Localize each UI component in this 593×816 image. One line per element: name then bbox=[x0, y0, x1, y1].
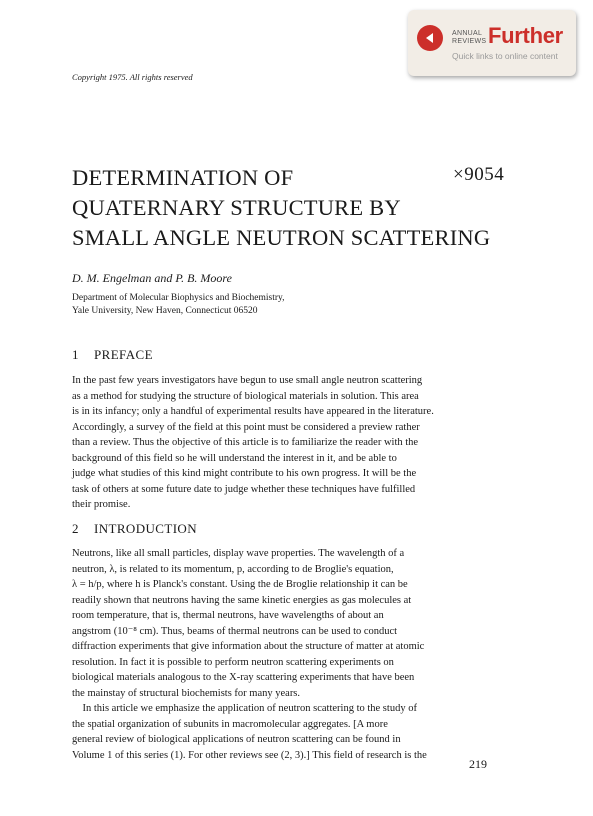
text-line: In the past few years investigators have begun to use small angle neutron scattering bbox=[72, 375, 423, 386]
affiliation bbox=[72, 292, 285, 318]
title-line: DETERMINATION OF bbox=[72, 165, 294, 190]
text-line: λ = h/p, where h is Planck's constant. Using the de Broglie relationship it can be bbox=[72, 579, 408, 590]
text-line: room temperature, that is, thermal neutrons, have wavelengths of about an bbox=[72, 610, 384, 621]
text-line: Accordingly, a survey of the field at this point must be considered a preview rather bbox=[72, 421, 420, 433]
article-code: ×9054 bbox=[453, 164, 505, 185]
text-line: neutron, λ, is related to its momentum, p, according to de Broglie's equation, bbox=[72, 563, 394, 575]
text-line: the spatial organization of subunits in macromolecular aggregates. [A more bbox=[72, 718, 388, 730]
section-heading-introduction bbox=[72, 521, 197, 537]
text-line: angstrom (10⁻⁸ cm). Thus, beams of thermal neutrons can be used to conduct bbox=[72, 625, 398, 637]
text-line: Neutrons, like all small particles, display wave properties. The wavelength of a bbox=[72, 548, 405, 559]
introduction-paragraph bbox=[72, 546, 486, 763]
annual-reviews-logo-text: ANNUAL REVIEWS bbox=[452, 30, 487, 45]
copyright-notice: Copyright 1975. All rights reserved bbox=[72, 72, 193, 82]
quick-links-tagline: Quick links to online content bbox=[452, 51, 558, 61]
text-line: biological materials analogous to the X-ray scattering experiments that have been bbox=[72, 672, 415, 683]
text-line: than a review. Thus the objective of this article is to familiarize the reader with the bbox=[72, 437, 419, 448]
text-line: background of this field so he will understand the interest in it, and be able to bbox=[72, 452, 397, 464]
text-line: Volume 1 of this series (1). For other reviews see (2, 3).] This field of research is the bbox=[72, 749, 427, 761]
text-line: is in its infancy; only a handful of experimental results have appeared in the literature. bbox=[72, 406, 434, 417]
section-number: 2 bbox=[72, 521, 79, 536]
section-title: INTRODUCTION bbox=[94, 521, 198, 536]
preface-paragraph bbox=[72, 373, 486, 513]
affiliation-line: Yale University, New Haven, Connecticut 06520 bbox=[72, 306, 258, 316]
page-number: 219 bbox=[469, 757, 487, 771]
section-title: PREFACE bbox=[94, 347, 153, 362]
text-line: general review of biological applications of neutron scattering can be found in bbox=[72, 734, 401, 745]
text-line: In this article we emphasize the application of neutron scattering to the study of bbox=[72, 703, 417, 714]
text-line: judge what studies of this kind might contribute to his own progress. It will be the bbox=[72, 468, 417, 479]
further-banner[interactable] bbox=[408, 10, 576, 76]
affiliation-line: Department of Molecular Biophysics and Biochemistry, bbox=[72, 293, 285, 303]
text-line: as a method for studying the structure of biological materials in solution. This area bbox=[72, 390, 419, 402]
text-line: resolution. In fact it is possible to perform neutron scattering experiments on bbox=[72, 656, 394, 668]
text-line: their promise. bbox=[72, 499, 131, 510]
title-line: SMALL ANGLE NEUTRON SCATTERING bbox=[72, 225, 491, 250]
section-heading-preface bbox=[72, 347, 153, 363]
title-line: QUATERNARY STRUCTURE BY bbox=[72, 195, 401, 220]
article-title bbox=[72, 163, 490, 253]
text-line: the mainstay of structural biochemists for many years. bbox=[72, 687, 301, 699]
section-number: 1 bbox=[72, 347, 79, 362]
further-label: Further bbox=[488, 23, 563, 48]
text-line: task of others at some future date to judge whether these techniques have fulfilled bbox=[72, 483, 416, 495]
authors: D. M. Engelman and P. B. Moore bbox=[72, 271, 232, 285]
text-line: readily shown that neutrons having the same kinetic energies as gas molecules at bbox=[72, 594, 412, 606]
text-line: diffraction experiments that give information about the structure of matter at atomic bbox=[72, 641, 425, 652]
back-arrow-icon bbox=[417, 25, 443, 51]
